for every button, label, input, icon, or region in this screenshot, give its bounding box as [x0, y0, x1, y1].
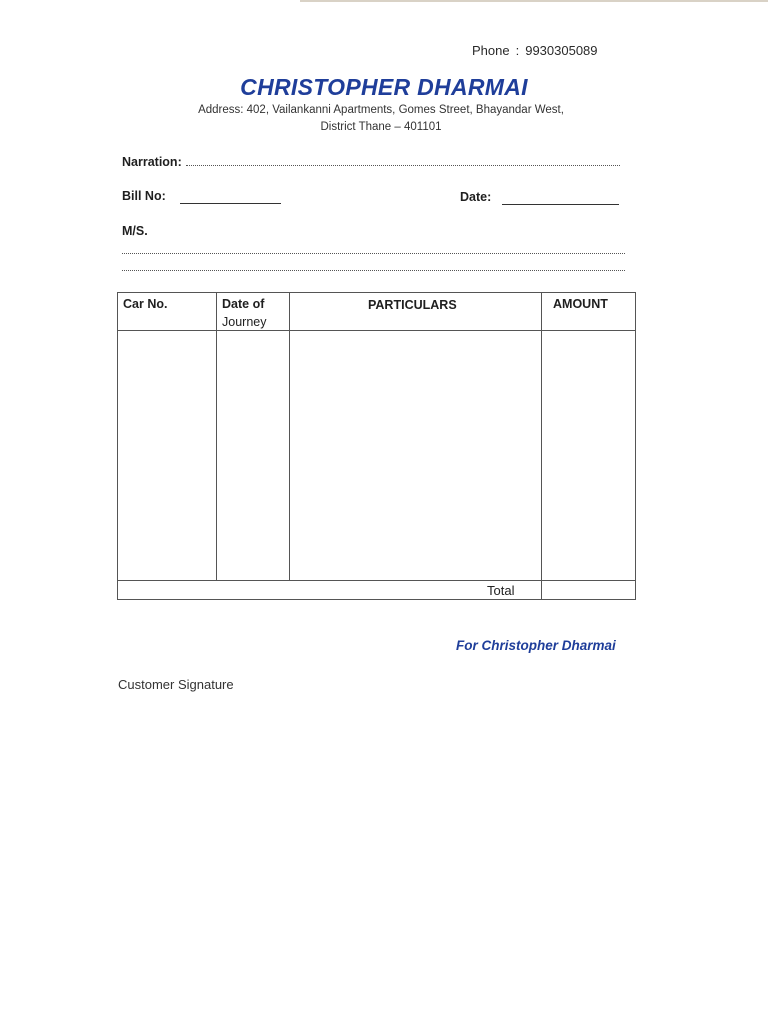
- col-divider-1: [216, 292, 217, 580]
- total-label: Total: [487, 583, 515, 598]
- date-field[interactable]: [502, 204, 619, 205]
- phone-number: 9930305089: [525, 43, 598, 58]
- bill-no-field[interactable]: [180, 203, 281, 204]
- ms-label: M/S.: [122, 224, 148, 238]
- table-header-divider: [117, 330, 636, 331]
- date-label: Date:: [460, 190, 492, 204]
- for-business-line: For Christopher Dharmai: [456, 638, 616, 653]
- col-header-car-no: Car No.: [123, 297, 168, 311]
- col-divider-3: [541, 292, 542, 600]
- narration-label: Narration:: [122, 155, 182, 169]
- address-line-2: District Thane – 401101: [320, 121, 442, 133]
- phone-line: [472, 43, 598, 58]
- col-header-date-line1: Date of: [222, 297, 265, 311]
- narration-field[interactable]: [186, 165, 620, 166]
- col-header-amount: AMOUNT: [553, 297, 608, 311]
- col-header-particulars: PARTICULARS: [368, 298, 457, 312]
- col-header-date-of-journey: [222, 295, 266, 331]
- address-line-1: Address: 402, Vailankanni Apartments, Gomes Street, Bhayandar West,: [198, 104, 564, 116]
- table-total-divider: [117, 580, 636, 581]
- ms-line-1[interactable]: [122, 253, 625, 254]
- col-divider-2: [289, 292, 290, 580]
- phone-label: Phone: [472, 43, 510, 58]
- phone-separator: :: [515, 43, 520, 58]
- col-header-date-line2: Journey: [222, 315, 267, 329]
- particulars-table: [117, 292, 636, 600]
- ms-line-2[interactable]: [122, 270, 625, 271]
- bill-no-label: Bill No:: [122, 189, 166, 203]
- business-name: CHRISTOPHER DHARMAI: [240, 74, 528, 100]
- customer-signature-label: Customer Signature: [118, 677, 234, 692]
- paper-top-edge: [300, 0, 768, 2]
